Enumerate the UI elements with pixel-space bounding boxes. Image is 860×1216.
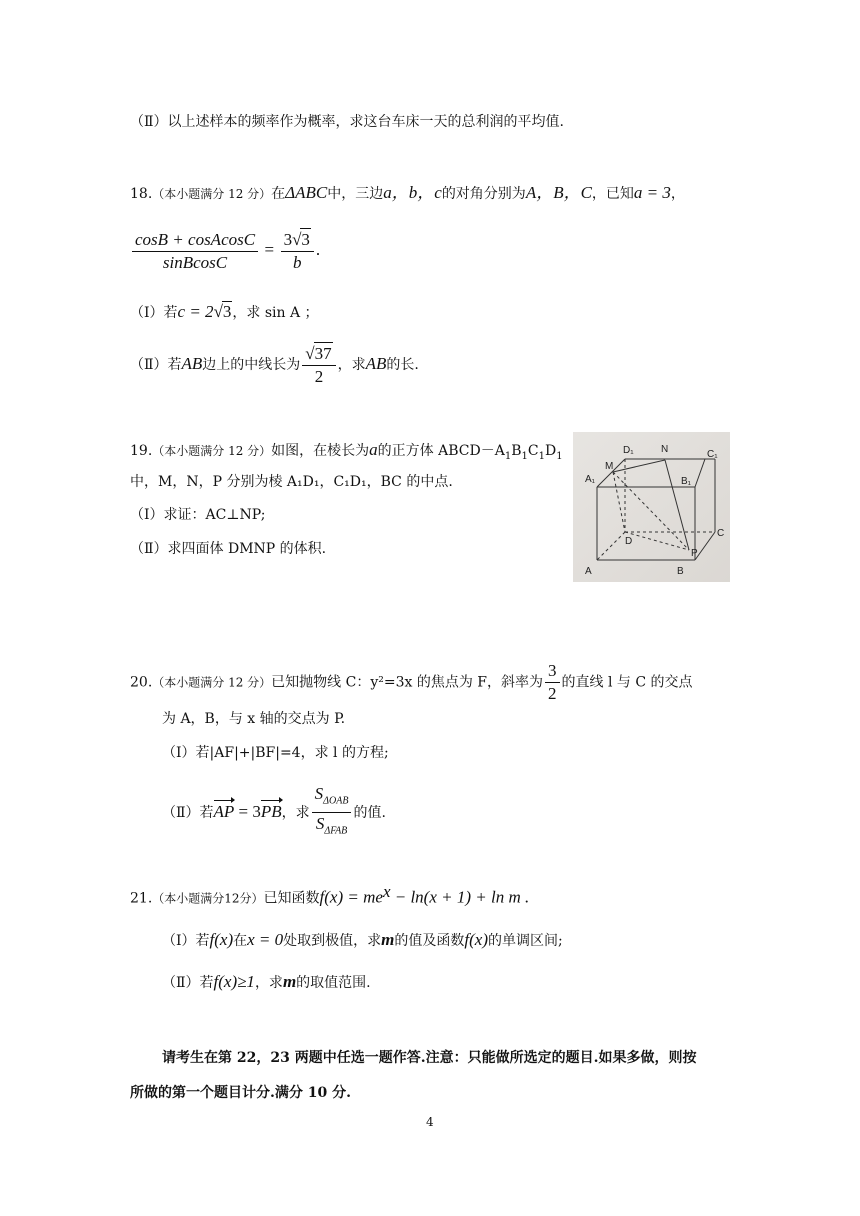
notice-line1: 请考生在第 22，23 两题中任选一题作答.注意：只能做所选定的题目.如果多做，则按 xyxy=(162,1050,697,1066)
q20-line2: 为 A，B，与 x 轴的交点为 P. xyxy=(162,711,346,727)
fig-label-A1: A₁ xyxy=(585,474,596,485)
q18-given: a = 3 xyxy=(633,183,671,202)
q19-points: （本小题满分 12 分） xyxy=(152,444,272,458)
q20-text: 的直线 l 与 C 的交点 xyxy=(561,674,693,691)
fig-label-M: M xyxy=(605,461,614,472)
q19-header: 19.（本小题满分 12 分）如图，在棱长为a的正方体 $ABCD-A_1B_1C_1D_1$ xyxy=(130,440,563,462)
q19-text: 的正方体 ABCD－A xyxy=(377,443,505,459)
q18-part1-suffix: ，求 sin A ； xyxy=(232,305,319,321)
fig-label-D: D xyxy=(625,536,633,547)
q18-equation: $\frac{\text{cosB + cosAcosC}}{\text{sinBcosC}}$ = $\frac{3√3}{b}$ . xyxy=(130,228,320,274)
q18-part2-text: ，求 xyxy=(337,357,366,373)
q21-var-m: m xyxy=(381,930,395,949)
q18-text: 的对角分别为 xyxy=(441,186,526,202)
q18-part1-prefix: （Ⅰ）若 xyxy=(130,305,178,321)
q20-part1: （Ⅰ）若|AF|+|BF|=4，求 l 的方程; xyxy=(162,745,389,761)
q18-lhs-fraction xyxy=(132,229,258,274)
q21-text: ，求 xyxy=(254,975,283,991)
q20-points: （本小题满分 12 分） xyxy=(152,675,272,690)
q20-slope-den: 2 xyxy=(548,684,557,703)
q20-text: ，求 xyxy=(281,804,310,821)
q18-part2-end: 的长. xyxy=(386,357,419,373)
q19-text: C xyxy=(527,443,539,459)
q17-part2: （Ⅱ）以上述样本的频率作为概率，求这台车床一天的总利润的平均值. xyxy=(130,114,564,130)
q18-rhs-radicand: 3 xyxy=(301,230,310,249)
fig-label-P: P xyxy=(691,548,698,559)
q18-points: （本小题满分 12 分） xyxy=(152,187,272,201)
fig-label-C1: C₁ xyxy=(707,449,718,460)
fig-label-A: A xyxy=(585,566,592,577)
notice-line2: 所做的第一个题目计分.满分 10 分. xyxy=(130,1085,351,1101)
q19-part2: （Ⅱ）求四面体 DMNP 的体积. xyxy=(130,541,327,557)
q18-text: ，已知 xyxy=(591,186,634,202)
q21-text: 在 xyxy=(233,933,248,949)
q21-part1-prefix: （Ⅰ）若 xyxy=(162,933,210,949)
q21-var-m: m xyxy=(282,972,297,991)
q19-number: 19. xyxy=(130,443,153,459)
q18-text: ， xyxy=(670,186,685,202)
q18-rhs-fraction: $\frac{3√3}{b}$ xyxy=(281,228,314,274)
q20-ratio-den-sub: ΔFAB xyxy=(324,825,348,837)
q18-rhs-coef: 3 xyxy=(283,230,293,249)
q20-part2-prefix: （Ⅱ）若 xyxy=(162,804,214,821)
q20-ratio xyxy=(312,783,352,843)
q18-part1-cond: c = 2 xyxy=(177,302,214,321)
q20-header xyxy=(130,660,693,705)
q18-part2 xyxy=(130,342,419,388)
page-number: 4 xyxy=(426,1115,434,1129)
q18-lhs-denominator: sinBcosC xyxy=(162,252,228,272)
q20-vector-ap: AP xyxy=(213,801,235,821)
q20-ratio-num: S xyxy=(314,784,324,803)
fig-label-B1: B₁ xyxy=(681,476,692,487)
q18-angles: A，B，C xyxy=(525,183,592,202)
q19-text: 如图，在棱长为 xyxy=(271,443,370,459)
q21-func: f(x) = me xyxy=(319,887,383,907)
q21-points: （本小题满分12分） xyxy=(152,891,264,906)
q20-ratio-den: S xyxy=(315,814,325,834)
q18-header xyxy=(130,183,685,204)
q21-text: 处取到极值，求 xyxy=(283,933,382,949)
q21-text: 的单调区间; xyxy=(487,933,563,949)
q20-part2 xyxy=(162,783,386,843)
q18-rhs-denominator: b xyxy=(292,253,302,272)
fig-label-D1: D₁ xyxy=(623,445,634,456)
q18-median-radicand: 37 xyxy=(314,344,332,363)
q20-text: 已知抛物线 C：y²=3x 的焦点为 F，斜率为 xyxy=(271,674,544,691)
q18-part1: （Ⅰ）若c = 2√3，求 sin A ； xyxy=(130,302,319,321)
fig-label-N: N xyxy=(661,444,669,455)
q18-part2-segment2: AB xyxy=(365,354,387,373)
q18-part2-segment: AB xyxy=(181,354,203,373)
q19-var: a xyxy=(369,440,378,459)
q18-text: 在 xyxy=(271,186,286,202)
fig-label-C: C xyxy=(717,528,725,539)
q21-header xyxy=(130,882,529,909)
q20-eq: = 3 xyxy=(234,801,261,821)
q21-part1 xyxy=(162,930,563,951)
q21-func-sup: x xyxy=(382,882,391,901)
q21-part2 xyxy=(162,972,371,993)
q21-func-rest: − ln(x + 1) + ln m . xyxy=(390,887,530,907)
q19-text: B xyxy=(511,443,522,459)
q21-part1-f: f(x) xyxy=(209,930,234,949)
q21-intro: 已知函数 xyxy=(263,890,320,907)
q20-vector-pb: PB xyxy=(260,801,282,821)
q18-part2-text: 边上的中线长为 xyxy=(202,357,301,373)
q21-part1-cond: x = 0 xyxy=(247,930,284,949)
q18-text: 中，三边 xyxy=(327,186,384,202)
q18-sides: a，b，c xyxy=(383,183,442,202)
q20-slope xyxy=(545,660,560,705)
q19-part1: （Ⅰ）求证：AC⊥NP; xyxy=(130,507,266,523)
q21-part2-prefix: （Ⅱ）若 xyxy=(162,975,214,991)
q19-line2: 中，M，N，P 分别为棱 A₁D₁，C₁D₁，BC 的中点. xyxy=(130,474,453,490)
q18-part2-prefix: （Ⅱ）若 xyxy=(130,357,182,373)
q18-median-den: 2 xyxy=(314,367,324,386)
q18-median-fraction: $\frac{√37}{2}$ xyxy=(302,342,335,388)
q21-number: 21. xyxy=(130,890,153,907)
q18-triangle: ΔABC xyxy=(285,183,328,202)
q18-lhs-numerator: cosB + cosAcosC xyxy=(132,229,258,252)
q20-ratio-num-sub: ΔOAB xyxy=(323,795,349,807)
cube-figure xyxy=(573,432,730,582)
q21-part2-ineq: f(x)≥1 xyxy=(213,972,255,991)
q20-number: 20. xyxy=(130,674,153,691)
fig-label-B: B xyxy=(677,566,684,577)
q19-text: D xyxy=(544,443,557,459)
q20-slope-num: 3 xyxy=(545,660,560,683)
q21-text: 的值及函数 xyxy=(394,933,465,949)
q20-part2-end: 的值. xyxy=(353,804,386,821)
q21-part2-end: 的取值范围. xyxy=(296,975,371,991)
q18-number: 18. xyxy=(130,186,153,202)
q21-part1-f2: f(x) xyxy=(464,930,488,949)
q18-part1-radicand: 3 xyxy=(222,302,232,321)
